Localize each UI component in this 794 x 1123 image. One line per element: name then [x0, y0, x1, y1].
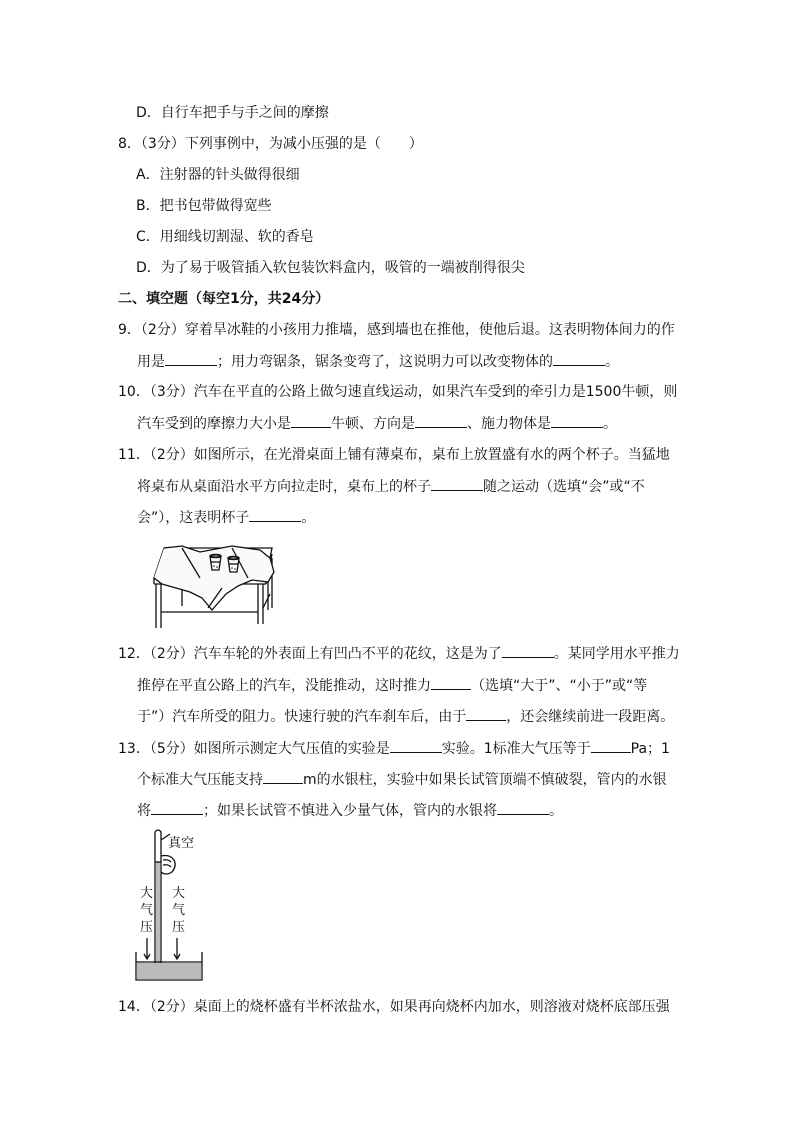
atm-label-right-1: 大: [172, 886, 186, 901]
atm-label-left-3: 压: [140, 920, 154, 935]
atm-label-left-2: 气: [140, 903, 154, 918]
text: 推停在平直公路上的汽车，没能推动，这时推力: [137, 678, 431, 694]
text: 、施力物体是: [467, 416, 551, 432]
answer-blank[interactable]: [466, 706, 506, 721]
q8-stem: 8．（3分）下列事例中，为减小压强的是（ ）: [118, 136, 423, 152]
q8-option-b: B．把书包带做得宽些: [136, 198, 272, 214]
text: ；用力弯锯条，锯条变弯了，这说明力可以改变物体的: [217, 354, 553, 370]
answer-blank[interactable]: [291, 413, 331, 428]
q9-line-1: 9．（2分）穿着旱冰鞋的小孩用力推墙，感到墙也在推他，使他后退。这表明物体间力的作: [118, 322, 675, 338]
torricelli-figure: [130, 826, 210, 986]
text: 实验。1标准大气压等于: [441, 741, 591, 757]
atm-label-right-3: 压: [172, 920, 186, 935]
text: 。: [603, 416, 617, 432]
q8-option-a: A．注射器的针头做得很细: [136, 167, 300, 183]
text: 牛顿、方向是: [331, 416, 415, 432]
answer-blank[interactable]: [553, 351, 605, 366]
answer-blank[interactable]: [502, 643, 554, 658]
text: 13．（5分）如图所示测定大气压值的实验是: [118, 741, 390, 757]
text: m的水银柱，实验中如果长试管顶端不慎破裂，管内的水银: [303, 772, 667, 788]
answer-blank[interactable]: [165, 351, 217, 366]
atm-label-right-2: 气: [172, 903, 186, 918]
table-with-cloth-figure: [142, 538, 284, 632]
section-title: 二、填空题（每空1分，共24分）: [118, 291, 330, 307]
answer-blank[interactable]: [151, 800, 203, 815]
text: 将: [137, 803, 151, 819]
q12-line-1: [118, 643, 680, 664]
answer-blank[interactable]: [415, 413, 467, 428]
text: Pa；1: [630, 741, 670, 757]
text: 。某同学用水平推力: [553, 646, 680, 662]
q11-line-2: [137, 476, 645, 497]
answer-blank[interactable]: [390, 738, 442, 753]
text: ，还会继续前进一段距离。: [506, 709, 675, 725]
answer-blank[interactable]: [431, 675, 471, 690]
q12-line-3: [137, 706, 674, 727]
q10-line-1: 10．（3分）汽车在平直的公路上做匀速直线运动，如果汽车受到的牵引力是1500牛顿，则: [118, 384, 678, 400]
q9-line-2: [137, 351, 619, 372]
text: 。: [605, 354, 619, 370]
vacuum-label: 真空: [168, 836, 195, 851]
atm-label-left-1: 大: [140, 886, 154, 901]
text: 个标准大气压能支持: [137, 772, 263, 788]
q13-line-2: [137, 769, 667, 790]
q11-line-3: [137, 507, 315, 528]
q7-option-d: D．自行车把手与手之间的摩擦: [136, 105, 329, 121]
text: （选填“大于”、“小于”或“等: [471, 678, 648, 694]
text: 。: [549, 803, 563, 819]
answer-blank[interactable]: [249, 507, 301, 522]
q8-option-d: D．为了易于吸管插入软包装饮料盒内，吸管的一端被削得很尖: [136, 260, 525, 276]
q11-line-1: 11．（2分）如图所示，在光滑桌面上铺有薄桌布，桌布上放置盛有水的两个杯子。当猛地: [118, 447, 670, 463]
q10-line-2: [137, 413, 617, 434]
q14-line-1: 14．（2分）桌面上的烧杯盛有半杯浓盐水，如果再向烧杯内加水，则溶液对烧杯底部压强: [118, 999, 670, 1015]
answer-blank[interactable]: [431, 476, 483, 491]
q13-line-1: [118, 738, 670, 759]
text: 汽车受到的摩擦力大小是: [137, 416, 291, 432]
text: 12．（2分）汽车车轮的外表面上有凹凸不平的花纹，这是为了: [118, 646, 502, 662]
text: 将桌布从桌面沿水平方向拉走时，桌布上的杯子: [137, 479, 431, 495]
q8-option-c: C．用细线切割湿、软的香皂: [136, 229, 314, 245]
text: 会”），这表明杯子: [137, 510, 250, 526]
answer-blank[interactable]: [497, 800, 549, 815]
q12-line-2: [137, 675, 647, 696]
text: 随之运动（选填“会”或“不: [483, 479, 645, 495]
text: 用是: [137, 354, 165, 370]
text: ；如果长试管不慎进入少量气体，管内的水银将: [203, 803, 497, 819]
answer-blank[interactable]: [263, 769, 303, 784]
text: 于”）汽车所受的阻力。快速行驶的汽车刹车后，由于: [137, 709, 467, 725]
answer-blank[interactable]: [591, 738, 631, 753]
q13-line-3: [137, 800, 563, 821]
text: 。: [301, 510, 316, 526]
answer-blank[interactable]: [551, 413, 603, 428]
